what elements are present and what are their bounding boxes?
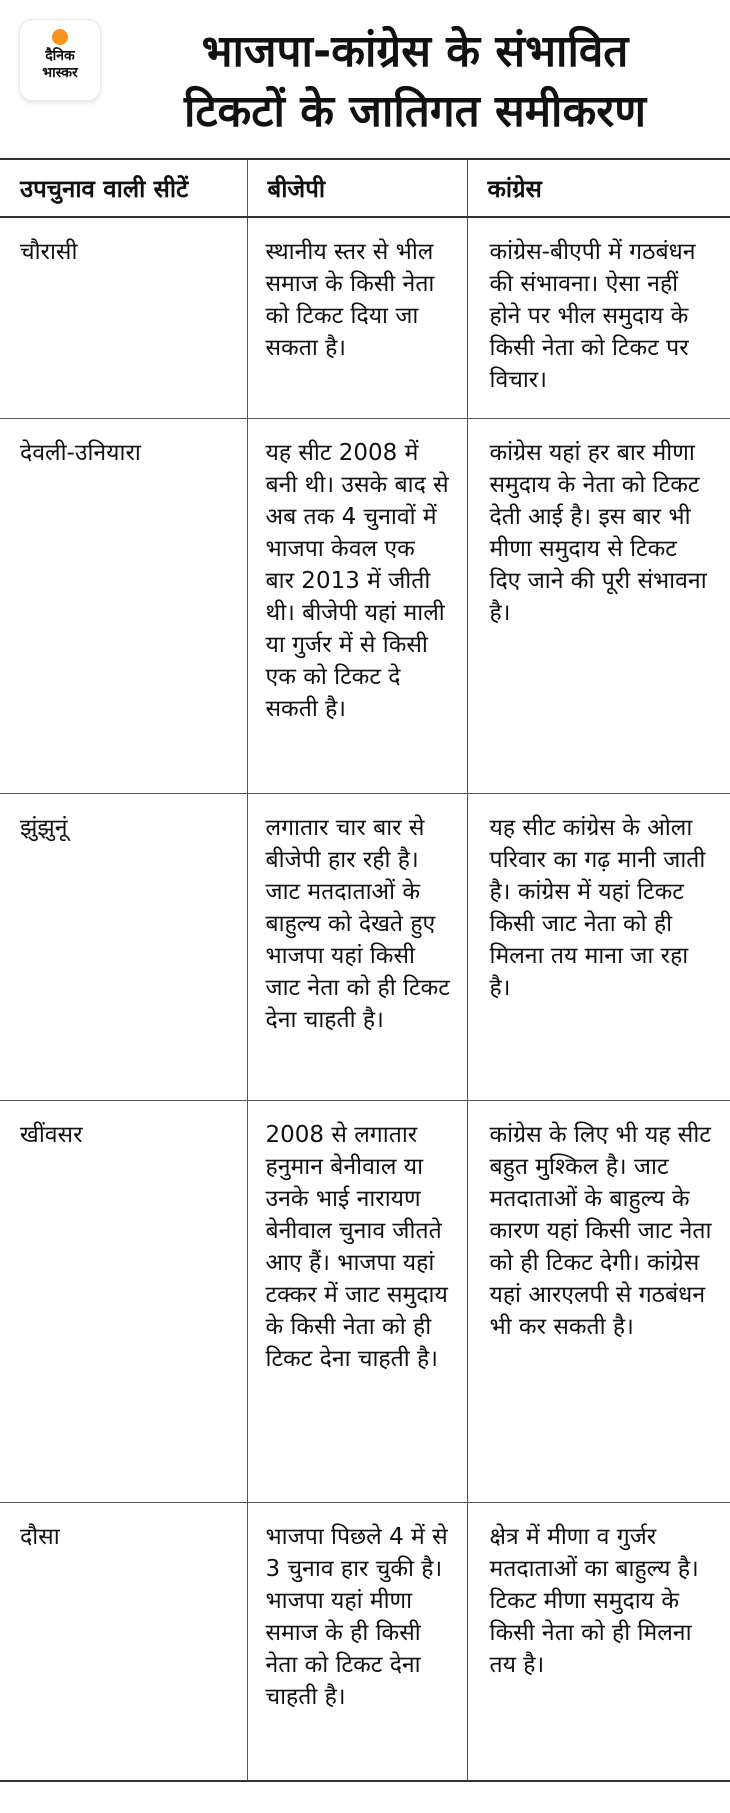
header bbox=[0, 0, 730, 158]
bjp-note: लगातार चार बार से बीजेपी हार रही है। जाट मतदाताओं के बाहुल्य को देखते हुए भाजपा यहां किसी जाट नेता को ही टिकट देना चाहती है। bbox=[247, 794, 467, 1101]
header-seats: उपचुनाव वाली सीटें bbox=[0, 159, 247, 217]
sun-icon bbox=[52, 29, 68, 45]
logo-wordmark bbox=[20, 48, 100, 82]
comparison-table bbox=[0, 158, 730, 1782]
seat-name: खींवसर bbox=[0, 1101, 247, 1503]
table-row bbox=[0, 1503, 730, 1782]
bjp-note: स्थानीय स्तर से भील समाज के किसी नेता को टिकट दिया जा सकता है। bbox=[247, 217, 467, 419]
page-title bbox=[110, 22, 720, 142]
logo-line-2: भास्कर bbox=[42, 65, 78, 81]
bjp-note: यह सीट 2008 में बनी थी। उसके बाद से अब तक 4 चुनावों में भाजपा केवल एक बार 2013 में जीती थी। बीजेपी यहां माली या गुर्जर में से किसी एक को टिकट दे सकती है। bbox=[247, 419, 467, 794]
title-line-1: भाजपा-कांग्रेस के संभावित bbox=[201, 26, 629, 77]
table-row bbox=[0, 217, 730, 419]
congress-note: कांग्रेस के लिए भी यह सीट बहुत मुश्किल है। जाट मतदाताओं के बाहुल्य के कारण यहां किसी जाट नेता को ही टिकट देगी। कांग्रेस यहां आरएलपी से गठबंधन भी कर सकती है। bbox=[467, 1101, 730, 1503]
logo-line-1: दैनिक bbox=[45, 48, 75, 64]
congress-note: कांग्रेस-बीएपी में गठबंधन की संभावना। ऐसा नहीं होने पर भील समुदाय के किसी नेता को टिकट पर विचार। bbox=[467, 217, 730, 419]
table-row bbox=[0, 1101, 730, 1503]
table-row bbox=[0, 794, 730, 1101]
title-line-2: टिकटों के जातिगत समीकरण bbox=[183, 86, 647, 137]
header-bjp: बीजेपी bbox=[247, 159, 467, 217]
congress-note: कांग्रेस यहां हर बार मीणा समुदाय के नेता को टिकट देती आई है। इस बार भी मीणा समुदाय से टिकट दिए जाने की पूरी संभावना है। bbox=[467, 419, 730, 794]
seat-name: देवली-उनियारा bbox=[0, 419, 247, 794]
congress-note: क्षेत्र में मीणा व गुर्जर मतदाताओं का बाहुल्य है। टिकट मीणा समुदाय के किसी नेता को ही मिलना तय है। bbox=[467, 1503, 730, 1782]
table-row bbox=[0, 419, 730, 794]
bjp-note: भाजपा पिछले 4 में से 3 चुनाव हार चुकी है। भाजपा यहां मीणा समाज के ही किसी नेता को टिकट देना चाहती है। bbox=[247, 1503, 467, 1782]
seat-name: झुंझुनूं bbox=[0, 794, 247, 1101]
header-congress: कांग्रेस bbox=[467, 159, 730, 217]
congress-note: यह सीट कांग्रेस के ओला परिवार का गढ़ मानी जाती है। कांग्रेस में यहां टिकट किसी जाट नेता को ही मिलना तय माना जा रहा है। bbox=[467, 794, 730, 1101]
dainik-bhaskar-logo[interactable] bbox=[20, 20, 100, 100]
seat-name: चौरासी bbox=[0, 217, 247, 419]
bjp-note: 2008 से लगातार हनुमान बेनीवाल या उनके भाई नारायण बेनीवाल चुनाव जीतते आए हैं। भाजपा यहां टक्कर में जाट समुदाय के किसी नेता को ही टिकट देना चाहती है। bbox=[247, 1101, 467, 1503]
seat-name: दौसा bbox=[0, 1503, 247, 1782]
table-header-row bbox=[0, 159, 730, 217]
